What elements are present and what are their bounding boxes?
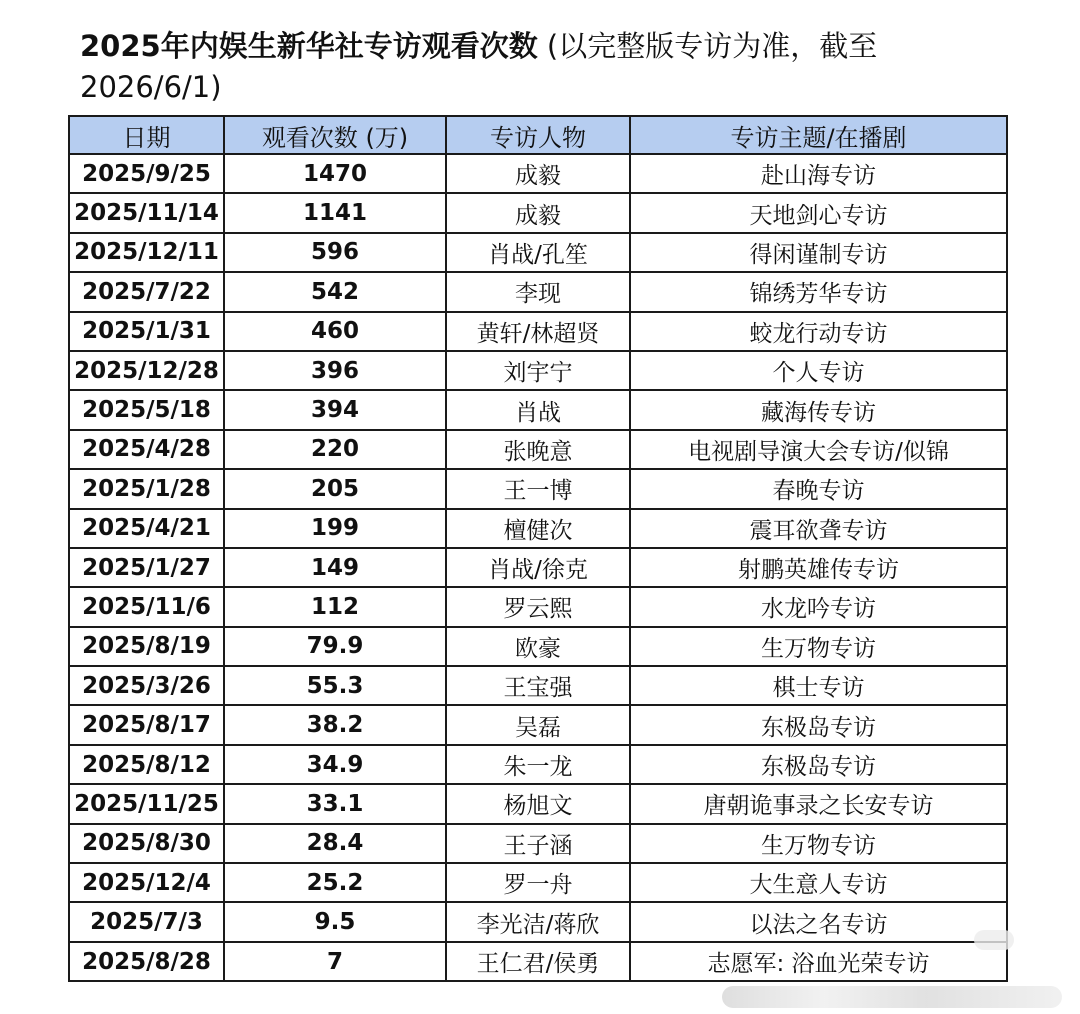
- cell-person: 吴磊: [446, 705, 630, 744]
- cell-person: 罗一舟: [446, 863, 630, 902]
- cell-topic: 水龙吟专访: [630, 587, 1007, 626]
- cell-person: 王宝强: [446, 666, 630, 705]
- watermark-bar: [722, 986, 1062, 1008]
- cell-date: 2025/8/19: [69, 627, 224, 666]
- cell-views: 220: [224, 430, 446, 469]
- cell-views: 25.2: [224, 863, 446, 902]
- table-row: [69, 351, 1007, 390]
- cell-topic: 棋士专访: [630, 666, 1007, 705]
- cell-topic: 藏海传专访: [630, 390, 1007, 429]
- cell-views: 28.4: [224, 824, 446, 863]
- cell-topic: 东极岛专访: [630, 705, 1007, 744]
- cell-person: 刘宇宁: [446, 351, 630, 390]
- cell-views: 205: [224, 469, 446, 508]
- cell-person: 杨旭文: [446, 784, 630, 823]
- cell-views: 9.5: [224, 902, 446, 941]
- cell-date: 2025/7/3: [69, 902, 224, 941]
- cell-person: 罗云熙: [446, 587, 630, 626]
- cell-topic: 锦绣芳华专访: [630, 272, 1007, 311]
- table-row: [69, 705, 1007, 744]
- cell-topic: 以法之名专访: [630, 902, 1007, 941]
- cell-person: 肖战/徐克: [446, 548, 630, 587]
- cell-topic: 射鹏英雄传专访: [630, 548, 1007, 587]
- table-row: [69, 548, 1007, 587]
- cell-topic: 唐朝诡事录之长安专访: [630, 784, 1007, 823]
- table-row: [69, 745, 1007, 784]
- cell-topic: 春晚专访: [630, 469, 1007, 508]
- cell-person: 肖战: [446, 390, 630, 429]
- cell-topic: 志愿军: 浴血光荣专访: [630, 942, 1007, 981]
- header-row: [69, 116, 1007, 154]
- cell-topic: 生万物专访: [630, 824, 1007, 863]
- cell-person: 王子涵: [446, 824, 630, 863]
- cell-person: 肖战/孔笙: [446, 233, 630, 272]
- cell-date: 2025/5/18: [69, 390, 224, 429]
- cell-date: 2025/12/11: [69, 233, 224, 272]
- cell-views: 33.1: [224, 784, 446, 823]
- table-row: [69, 469, 1007, 508]
- cell-topic: 东极岛专访: [630, 745, 1007, 784]
- cell-date: 2025/1/31: [69, 312, 224, 351]
- header-topic: 专访主题/在播剧: [630, 116, 1007, 154]
- cell-date: 2025/11/25: [69, 784, 224, 823]
- cell-views: 199: [224, 509, 446, 548]
- cell-date: 2025/11/14: [69, 193, 224, 232]
- cell-views: 149: [224, 548, 446, 587]
- cell-views: 55.3: [224, 666, 446, 705]
- cell-date: 2025/9/25: [69, 154, 224, 193]
- cell-person: 李光洁/蒋欣: [446, 902, 630, 941]
- table-row: [69, 430, 1007, 469]
- cell-views: 396: [224, 351, 446, 390]
- table-row: [69, 193, 1007, 232]
- table-row: [69, 509, 1007, 548]
- cell-views: 1470: [224, 154, 446, 193]
- cell-date: 2025/4/28: [69, 430, 224, 469]
- cell-date: 2025/7/22: [69, 272, 224, 311]
- cell-person: 成毅: [446, 154, 630, 193]
- table-row: [69, 154, 1007, 193]
- table-row: [69, 942, 1007, 981]
- cell-topic: 大生意人专访: [630, 863, 1007, 902]
- cell-person: 欧豪: [446, 627, 630, 666]
- cell-topic: 天地剑心专访: [630, 193, 1007, 232]
- cell-date: 2025/3/26: [69, 666, 224, 705]
- header-person: 专访人物: [446, 116, 630, 154]
- cell-topic: 电视剧导演大会专访/似锦: [630, 430, 1007, 469]
- cell-views: 112: [224, 587, 446, 626]
- table-row: [69, 824, 1007, 863]
- cell-date: 2025/4/21: [69, 509, 224, 548]
- cell-person: 成毅: [446, 193, 630, 232]
- cell-topic: 震耳欲聋专访: [630, 509, 1007, 548]
- cell-person: 王仁君/侯勇: [446, 942, 630, 981]
- cell-date: 2025/1/28: [69, 469, 224, 508]
- page-title: [80, 26, 960, 108]
- cell-views: 542: [224, 272, 446, 311]
- table-row: [69, 902, 1007, 941]
- cell-views: 79.9: [224, 627, 446, 666]
- cell-date: 2025/8/12: [69, 745, 224, 784]
- cell-date: 2025/12/28: [69, 351, 224, 390]
- cell-person: 朱一龙: [446, 745, 630, 784]
- cell-views: 38.2: [224, 705, 446, 744]
- table-row: [69, 863, 1007, 902]
- cell-date: 2025/12/4: [69, 863, 224, 902]
- cell-date: 2025/1/27: [69, 548, 224, 587]
- cell-views: 7: [224, 942, 446, 981]
- header-views: 观看次数 (万): [224, 116, 446, 154]
- table-row: [69, 587, 1007, 626]
- cell-views: 460: [224, 312, 446, 351]
- cell-views: 1141: [224, 193, 446, 232]
- watermark-badge: [974, 930, 1014, 950]
- cell-views: 34.9: [224, 745, 446, 784]
- views-table: [68, 115, 1008, 982]
- cell-date: 2025/8/28: [69, 942, 224, 981]
- title-main: 2025年内娱生新华社专访观看次数: [80, 29, 538, 63]
- table-row: [69, 784, 1007, 823]
- cell-date: 2025/8/17: [69, 705, 224, 744]
- cell-person: 王一博: [446, 469, 630, 508]
- header-date: 日期: [69, 116, 224, 154]
- cell-person: 李现: [446, 272, 630, 311]
- table-row: [69, 666, 1007, 705]
- cell-date: 2025/8/30: [69, 824, 224, 863]
- cell-views: 596: [224, 233, 446, 272]
- cell-person: 黄轩/林超贤: [446, 312, 630, 351]
- table-row: [69, 233, 1007, 272]
- table-row: [69, 272, 1007, 311]
- cell-topic: 赴山海专访: [630, 154, 1007, 193]
- table-row: [69, 627, 1007, 666]
- table-body: [69, 154, 1007, 981]
- cell-views: 394: [224, 390, 446, 429]
- title-note: (以完整版专访为准，截至2026/6/1): [80, 29, 878, 104]
- cell-topic: 得闲谨制专访: [630, 233, 1007, 272]
- cell-date: 2025/11/6: [69, 587, 224, 626]
- cell-topic: 个人专访: [630, 351, 1007, 390]
- cell-topic: 生万物专访: [630, 627, 1007, 666]
- cell-person: 张晚意: [446, 430, 630, 469]
- cell-topic: 蛟龙行动专访: [630, 312, 1007, 351]
- table-row: [69, 312, 1007, 351]
- table-row: [69, 390, 1007, 429]
- cell-person: 檀健次: [446, 509, 630, 548]
